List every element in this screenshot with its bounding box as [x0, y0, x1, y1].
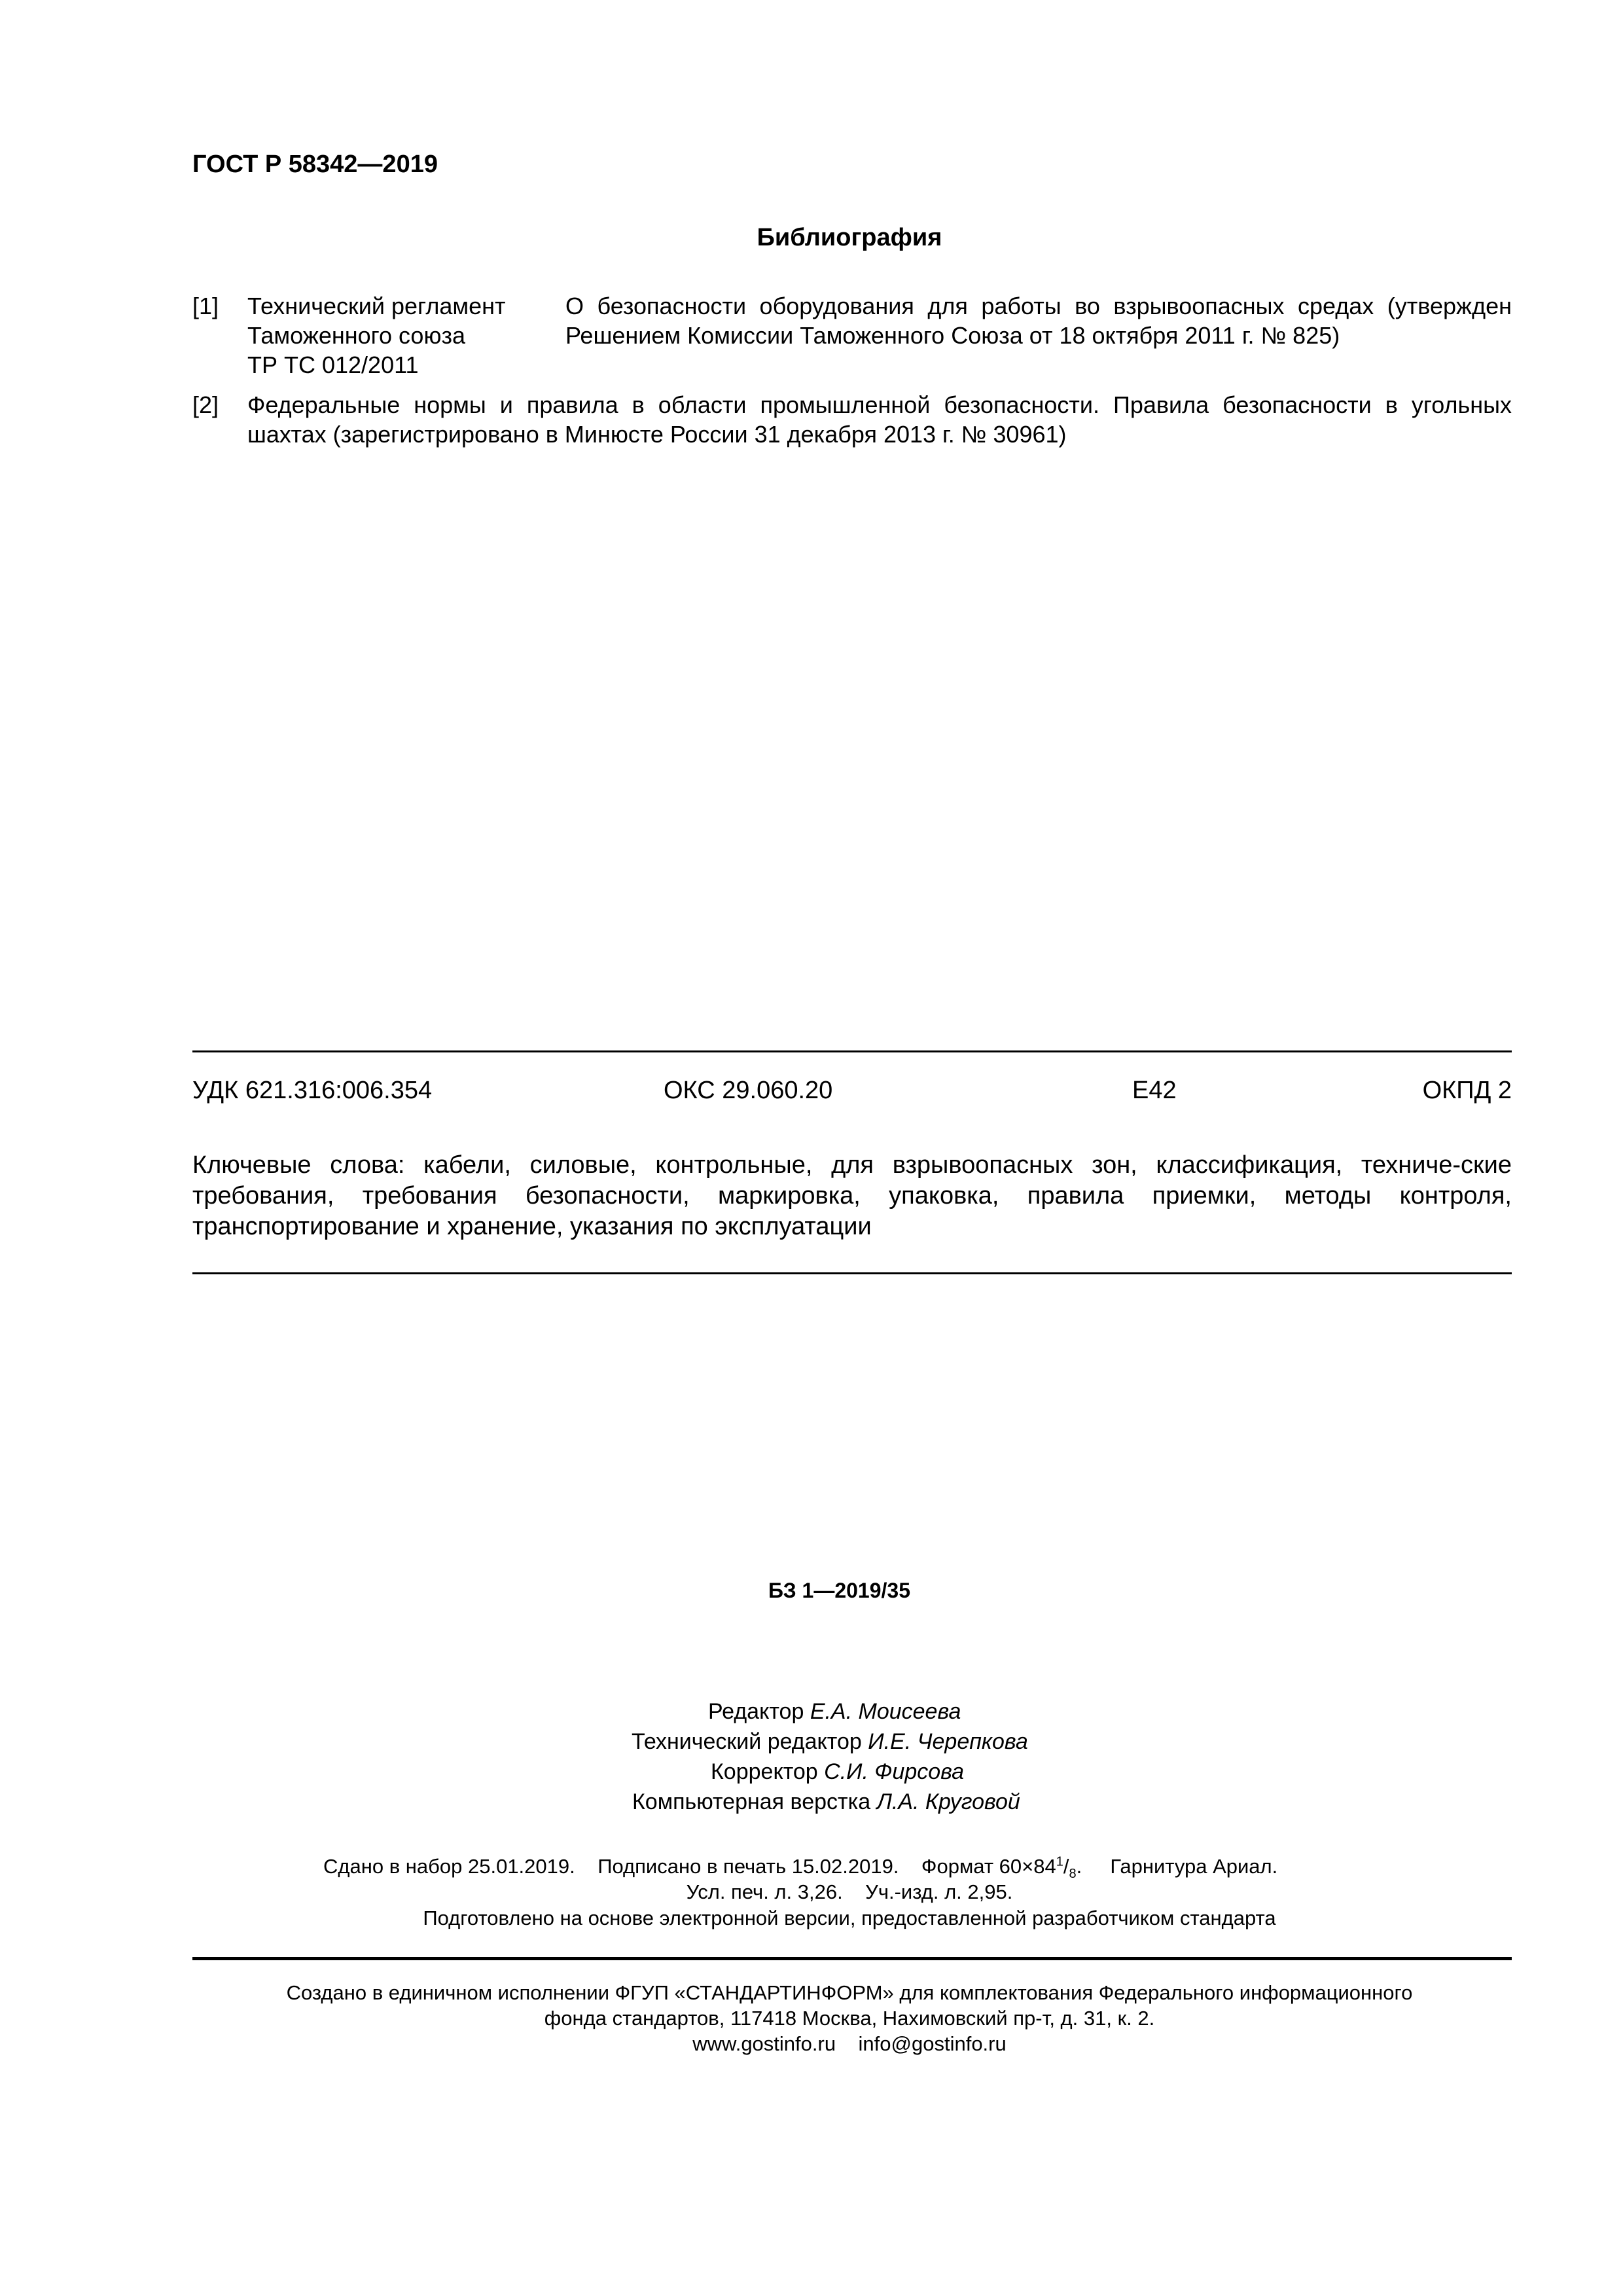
bibliography-title: Библиография [757, 224, 942, 251]
bz-number: БЗ 1—2019/35 [768, 1579, 910, 1602]
bibliography-entry-1-text: О безопасности оборудования для работы во взрывоопасных средах (утвержден Решением Комиссии Таможенного Союза от 18 октября 2011 г. № 825) [565, 293, 1512, 349]
staff-person: Л.А. Круговой [876, 1789, 1020, 1814]
imprint-pub-sheets: Уч.-изд. л. 2,95. [865, 1880, 1013, 1903]
staff-editor [708, 1698, 961, 1725]
imprint-line-1 [323, 1854, 1278, 1882]
keywords: Ключевые слова: кабели, силовые, контрольные, для взрывоопасных зон, классификация, техниче-ские требования, требования безопасности, маркировка, упаковка, правила приемки, методы контроля, транспортирование и хранение, указания по эксплуатации [192, 1151, 1512, 1240]
divider-middle [192, 1272, 1512, 1274]
oks-code: ОКС 29.060.20 [664, 1077, 833, 1104]
imprint-format: Формат $60\times 84^1/_8$. [921, 1854, 1082, 1882]
email-link[interactable]: info@gostinfo.ru [858, 2032, 1007, 2055]
footer-line-1: Создано в единичном исполнении ФГУП «СТАНДАРТИНФОРМ» для комплектования Федерального информационного [286, 1981, 1413, 2004]
staff-role: Технический редактор [632, 1729, 862, 1754]
staff-role: Компьютерная верстка [632, 1789, 871, 1814]
imprint-submitted: Сдано в набор 25.01.2019. [323, 1855, 575, 1878]
classification-code: Е42 [1132, 1077, 1177, 1104]
staff-role: Корректор [711, 1759, 818, 1784]
staff-layout [632, 1788, 1020, 1816]
imprint-line-2 [0, 1880, 1623, 1905]
okpd-code: ОКПД 2 [1422, 1077, 1512, 1104]
staff-person: И.Е. Черепкова [868, 1729, 1028, 1754]
footer-contacts [0, 2032, 1623, 2056]
website-link[interactable]: www.gostinfo.ru [692, 2032, 836, 2055]
staff-technical-editor [632, 1728, 1028, 1755]
divider-top [192, 1050, 1512, 1052]
bibliography-entry-1-name-line: Технический регламент [247, 293, 506, 319]
bibliography-entry-1-name-line: ТР ТС 012/2011 [247, 351, 419, 378]
bibliography-entry-1-name [247, 291, 535, 380]
imprint-prepared: Подготовлено на основе электронной версии, предоставленной разработчиком стандарта [423, 1907, 1276, 1929]
staff-person: Е.А. Моисеева [810, 1699, 961, 1724]
bibliography-entry-2-number: [2] [192, 391, 219, 418]
udk-code: УДК 621.316:006.354 [192, 1077, 433, 1104]
standard-code: ГОСТ Р 58342—2019 [192, 151, 438, 178]
staff-role: Редактор [708, 1699, 804, 1724]
bibliography-entry-1-number: [1] [192, 293, 219, 319]
footer-line-2: фонда стандартов, 117418 Москва, Нахимовский пр-т, д. 31, к. 2. [544, 2007, 1155, 2030]
divider-bottom [192, 1957, 1512, 1960]
imprint-typeface: Гарнитура Ариал. [1110, 1855, 1278, 1878]
bibliography-entry-2-text: Федеральные нормы и правила в области промышленной безопасности. Правила безопасности в угольных шахтах (зарегистрировано в Минюсте России 31 декабря 2013 г. № 30961) [247, 391, 1512, 448]
staff-proofreader [711, 1758, 964, 1785]
bibliography-entry-1-name-line: Таможенного союза [247, 322, 465, 349]
imprint-signed: Подписано в печать 15.02.2019. [597, 1855, 899, 1878]
imprint-print-sheets: Усл. печ. л. 3,26. [686, 1880, 843, 1903]
staff-person: С.И. Фирсова [824, 1759, 965, 1784]
